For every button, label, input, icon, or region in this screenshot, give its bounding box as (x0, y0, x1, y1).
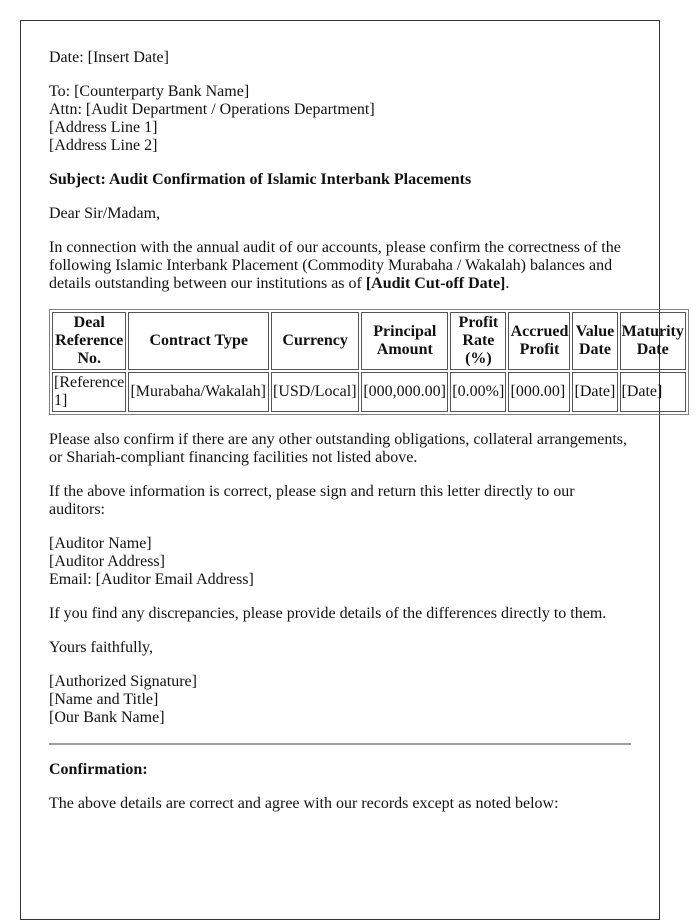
subject-line: Subject: Audit Confirmation of Islamic Interbank Placements (49, 171, 472, 188)
cell-principal-amount: [000,000.00] (361, 372, 448, 412)
recipient-address-line-1: [Address Line 1] (49, 119, 158, 136)
confirmation-text: The above details are correct and agree with our records except as noted below: (49, 795, 559, 812)
audit-cutoff-date: [Audit Cut-off Date] (365, 275, 506, 292)
section-divider (49, 743, 631, 745)
other-obligations-paragraph: Please also confirm if there are any other outstanding obligations, collateral arrangements, or Shariah-compliant financing facilities not listed above. (49, 431, 628, 466)
cell-profit-rate: [0.00%] (450, 372, 506, 412)
intro-end: . (505, 275, 510, 292)
authorized-signature: [Authorized Signature] (49, 673, 197, 690)
auditor-name: [Auditor Name] (49, 535, 152, 552)
header-value-date: Value Date (572, 312, 617, 370)
table-header-row (52, 312, 686, 370)
return-instruction-paragraph: If the above information is correct, please sign and return this letter directly to our auditors: (49, 483, 575, 518)
recipient-block (49, 83, 631, 155)
placements-table (49, 309, 689, 415)
auditor-email: Email: [Auditor Email Address] (49, 571, 254, 588)
confirmation-letter (20, 20, 684, 920)
discrepancies-paragraph: If you find any discrepancies, please provide details of the differences directly to them. (49, 605, 607, 622)
table-row (52, 372, 686, 412)
header-principal-amount: Principal Amount (361, 312, 448, 370)
recipient-to: To: [Counterparty Bank Name] (49, 83, 250, 100)
signature-block (49, 673, 631, 727)
recipient-address-line-2: [Address Line 2] (49, 137, 158, 154)
intro-paragraph (49, 239, 631, 293)
auditor-address: [Auditor Address] (49, 553, 165, 570)
cell-contract-type: [Murabaha/Wakalah] (128, 372, 269, 412)
auditor-block (49, 535, 631, 589)
intro-text: In connection with the annual audit of our accounts, please confirm the correctness of the following Islamic Interbank Placement (Commodity Murabaha / Wakalah) balances and details outstanding between our institutions as of (49, 239, 621, 292)
confirmation-heading: Confirmation: (49, 761, 148, 778)
recipient-attn: Attn: [Audit Department / Operations Department] (49, 101, 375, 118)
date-line: Date: [Insert Date] (49, 49, 169, 66)
cell-maturity-date: [Date] (620, 372, 687, 412)
our-bank-name: [Our Bank Name] (49, 709, 165, 726)
closing: Yours faithfully, (49, 639, 154, 656)
cell-value-date: [Date] (572, 372, 617, 412)
header-currency: Currency (271, 312, 359, 370)
header-maturity-date: Maturity Date (620, 312, 687, 370)
header-contract-type: Contract Type (128, 312, 269, 370)
cell-accrued-profit: [000.00] (508, 372, 570, 412)
cell-currency: [USD/Local] (271, 372, 359, 412)
salutation: Dear Sir/Madam, (49, 205, 161, 222)
header-profit-rate: Profit Rate (%) (450, 312, 506, 370)
signatory-name-title: [Name and Title] (49, 691, 159, 708)
header-accrued-profit: Accrued Profit (508, 312, 570, 370)
cell-deal-reference: [Reference 1] (52, 372, 126, 412)
header-deal-reference: Deal Reference No. (52, 312, 126, 370)
